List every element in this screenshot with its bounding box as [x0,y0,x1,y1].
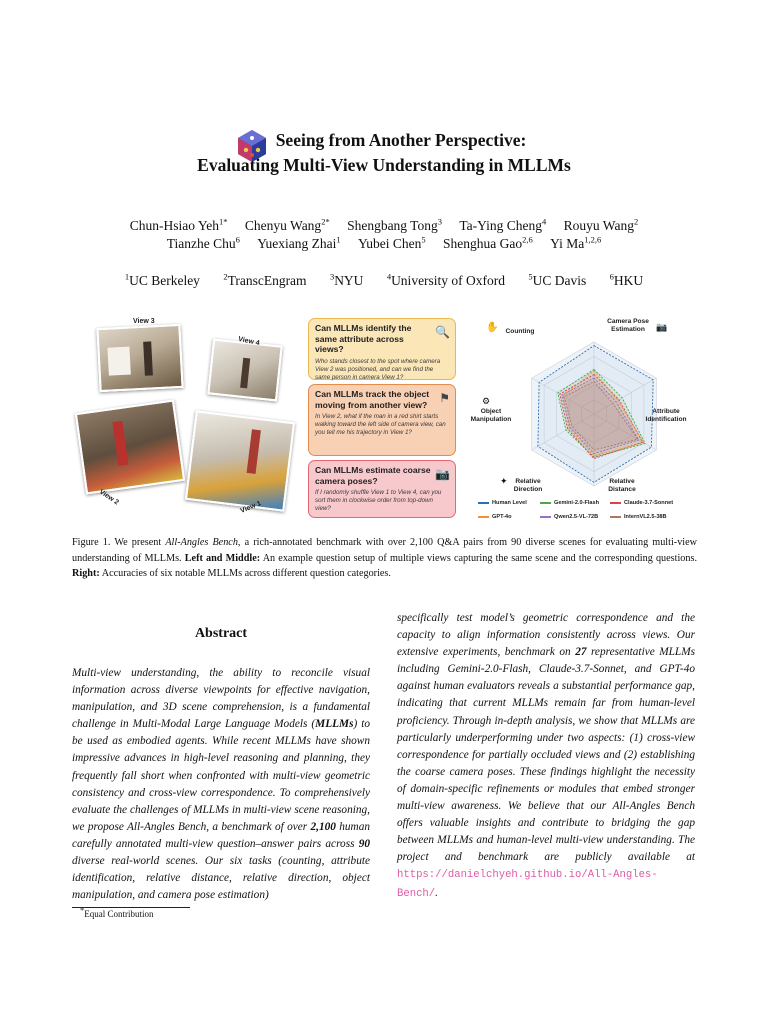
author: Yubei Chen$^5$ [358,234,426,251]
radar-axis-relative-distance: Relative Distance [608,478,636,493]
legend-qwen: Qwen2.5-VL-72B [540,514,598,520]
author: Chenyu Wang$^{2*}$ [244,216,330,233]
affiliation: $^3$NYU [329,271,364,288]
view-3-photo [96,324,183,392]
affiliation: $^1$UC Berkeley [124,271,200,288]
camera-pose-icon: 📷 [656,322,668,332]
radar-axis-object-manipulation: Object Manipulation [470,408,512,423]
project-url-link[interactable]: https://danielchyeh.github.io/All-Angles-Bench/ [397,869,658,900]
affiliation: $^5$UC Davis [528,271,587,288]
legend-gpt4o: GPT-4o [478,514,512,520]
camera-icon: 📷 [435,467,450,481]
direction-icon: ✦ [500,476,508,486]
legend-claude: Claude-3.7-Sonnet [610,500,673,506]
figure-caption: Figure 1. We present All-Angles Bench, a rich-annotated benchmark with over 2,100 Q&A pairs from 90 diverse scenes for evaluating multi-view understanding of MLLMs. Left and Middle: An example question setup of multiple views capturing the same scene and the corresponding questions. Right: Accuracies of six notable MLLMs across different question categories. [72,537,697,579]
title-line-2: Evaluating Multi-View Understanding in MLLMs [197,155,571,175]
view-2-photo [75,399,185,494]
author-line-2 [0,236,768,252]
affiliation: $^6$HKU [609,271,644,288]
radar-axis-relative-direction: Relative Direction [513,478,543,493]
question-text: Can MLLMs identify the same attribute across views? [315,323,412,354]
view-1-photo [185,410,295,512]
question-example: Who stands closest to the spot where camera View 2 was positioned, and can we find the same person in camera View 1? [315,357,441,381]
tracking-icon: ⚑ [439,391,450,405]
author: Tianzhe Chu$^6$ [166,234,240,251]
view-4-photo [207,335,282,401]
question-text: Can MLLMs track the object moving from another view? [315,389,430,410]
author: Yuexiang Zhai$^1$ [257,234,341,251]
view-4-label: View 4 [237,335,261,348]
author: Shengbang Tong$^3$ [347,216,442,233]
radar-axis-counting: Counting [505,328,535,335]
view-3-label: View 3 [133,318,155,325]
question-card-camera-pose [308,460,456,518]
legend-gemini: Gemini-2.0-Flash [540,500,599,506]
view-2-label: View 2 [97,488,120,507]
counting-icon: ✋ [486,322,499,333]
affiliations [0,273,768,289]
abstract-right-column: specifically test model’s geometric correspondence and the capacity to align information consistently across views. Our extensive experiments, benchmark on 27 representative MLLMs including Gemini-2.0-Flash, Claude-3.7-Sonnet, and GPT-4o against human evaluators reveals a substantial performance gap, indicating that current MLLMs remain far from human-level proficiency. Through in-depth analysis, we show that MLLMs are particularly underperforming under two aspects: (1) cross-view correspondence for partially occluded views and (2) establishing the coarse camera poses. These findings highlight the necessity of domain-specific refinements or modules that embed stronger multi-view awareness. We believe that our All-Angles Bench offers valuable insights and contribute to bridging the gap between MLLMs and human-level multi-view understanding. The project and benchmark are publicly available at https://danielchyeh.github.io/All-Angles-Bench/. [397,612,695,900]
teaser-figure [70,314,700,530]
affiliation: $^2$TranscEngram [223,271,307,288]
affiliation: $^4$University of Oxford [386,271,506,288]
author: Shenghua Gao$^{2,6}$ [443,234,533,251]
paper-title [0,128,768,178]
author: Chun-Hsiao Yeh$^{1*}$ [129,216,228,233]
author: Rouyu Wang$^2$ [563,216,639,233]
radar-axis-attribute: Attribute Identification [645,408,687,423]
question-card-tracking [308,384,456,456]
legend-internvl: InternVL2.5-38B [610,514,667,520]
question-example: In View 2, what if the man in a red shirt starts walking toward the left side of camera view, can you tell me his trajectory in View 1? [315,413,446,436]
radar-axis-camera-pose: Camera Pose Estimation [607,318,649,333]
view-1-label: View 1 [239,500,263,515]
footnote-rule [72,907,190,908]
question-text: Can MLLMs estimate coarse camera poses? [315,465,431,486]
author: Yi Ma$^{1,2,6}$ [550,234,602,251]
magnifier-icon: 🔍 [435,325,450,339]
abstract-heading: Abstract [194,626,248,641]
manipulation-icon: ⚙ [482,396,491,406]
question-example: If I randomly shuffle View 1 to View 4, can you sort them in clockwise order from top-down view? [315,489,442,512]
question-card-attribute [308,318,456,380]
footnote: *Equal Contribution [80,905,154,919]
title-line-1: Seeing from Another Perspective: [275,130,527,150]
author: Ta-Ying Cheng$^4$ [459,216,547,233]
abstract-left-column: Multi-view understanding, the ability to reconcile visual information across diverse viewpoints for effective navigation, manipulation, and 3D scene comprehension, is a fundamental challenge in Multi-Modal Large Language Models (MLLMs) to be used as embodied agents. While recent MLLMs have shown impressive advances in high-level reasoning and planning, they frequently fall short when confronted with multi-view geometric consistency and cross-view correspondence. To comprehensively evaluate the challenges of MLLMs in multi-view scene reasoning, we propose All-Angles Bench, a benchmark of over 2,100 human carefully annotated multi-view question–answer pairs across 90 diverse real-world scenes. Our six tasks (counting, attribute identification, relative distance, relative direction, object manipulation, and camera pose estimation) [72,667,371,902]
author-line-1 [0,218,768,234]
legend-human: Human Level [478,500,527,506]
